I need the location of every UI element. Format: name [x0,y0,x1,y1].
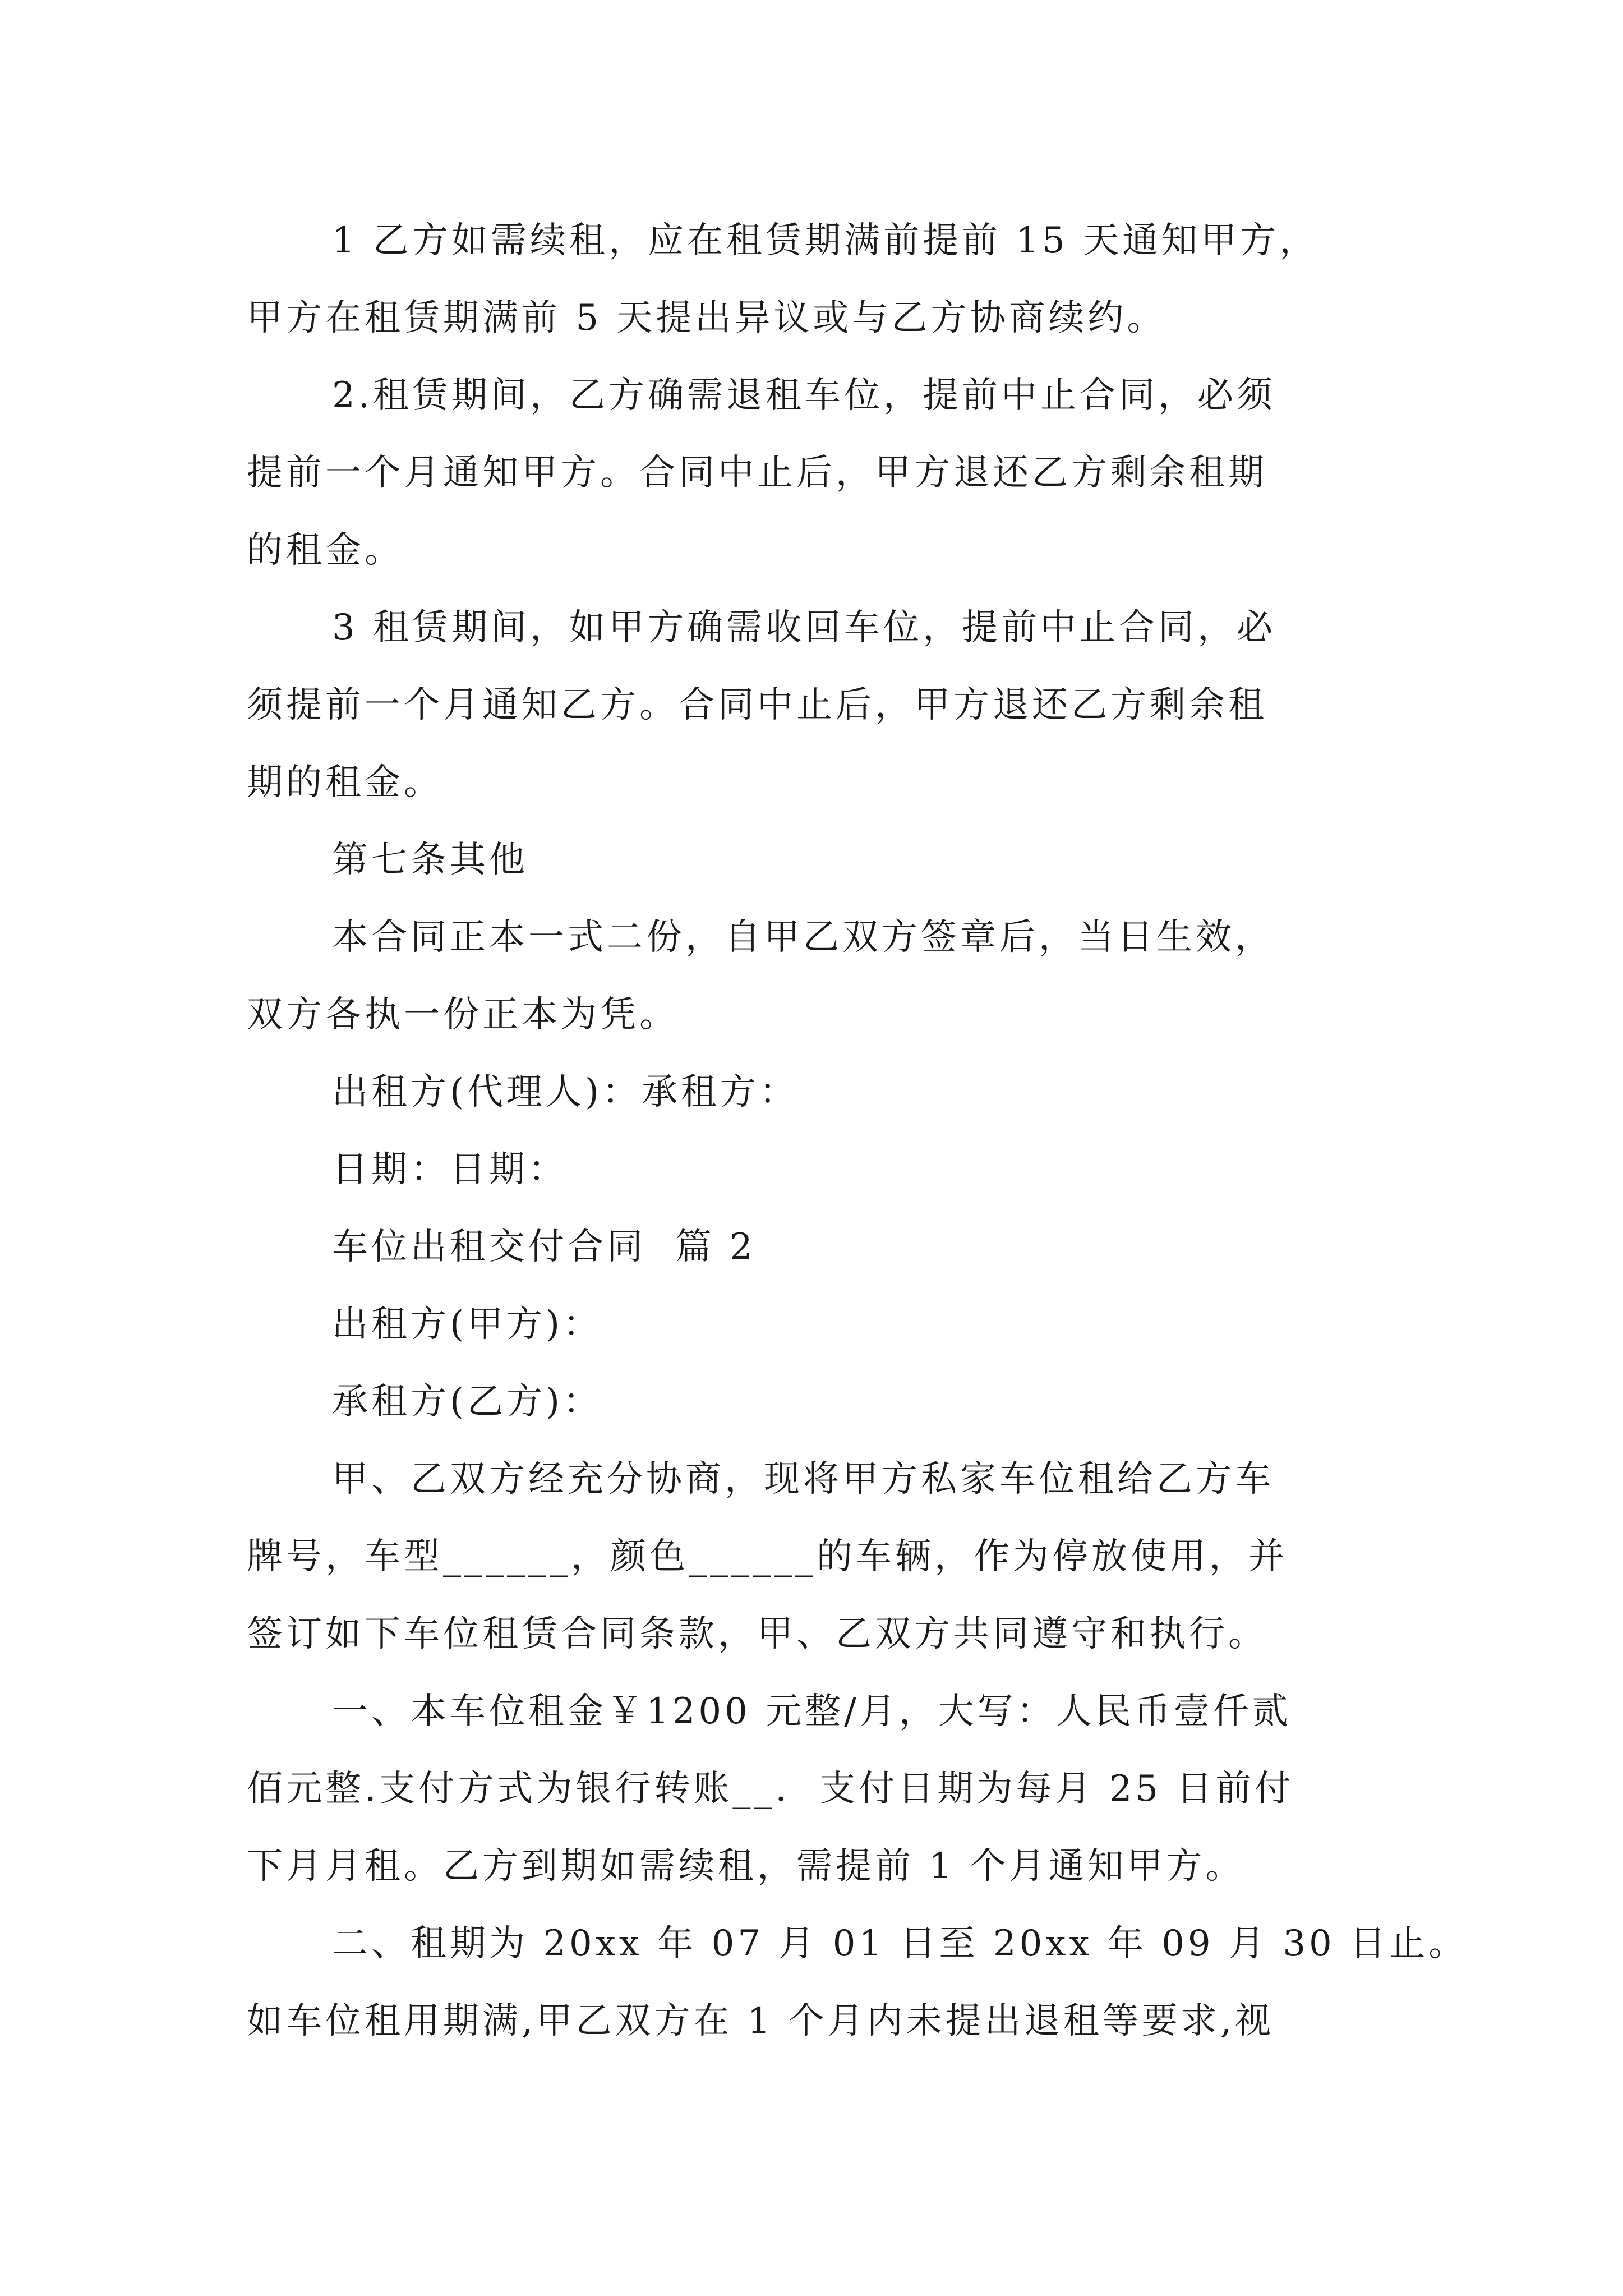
text-line: 3 租赁期间，如甲方确需收回车位，提前中止合同，必 [332,607,1276,648]
paragraph [247,821,1413,899]
paragraph [247,1053,1413,1131]
text-line: 第七条其他 [332,839,528,881]
text-line: 牌号，车型______，颜色______的车辆，作为停放使用，并 [247,1536,1288,1577]
text-line: 甲、乙双方经充分协商，现将甲方私家车位租给乙方车 [332,1458,1274,1500]
paragraph [247,1286,1413,1363]
paragraph [247,202,1413,357]
text-line: 须提前一个月通知乙方。合同中止后，甲方退还乙方剩余租 [247,684,1267,726]
text-line: 甲方在租赁期满前 5 天提出异议或与乙方协商续约。 [247,297,1166,339]
text-line: 出租方(甲方)： [332,1304,602,1345]
paragraph [247,357,1413,589]
text-line: 提前一个月通知甲方。合同中止后，甲方退还乙方剩余租期 [247,452,1267,494]
text-line: 双方各执一份正本为凭。 [247,994,679,1036]
paragraph [247,1905,1468,2060]
paragraph [247,1673,1413,1905]
document-body [247,202,1468,2060]
text-line: 的租金。 [247,530,404,571]
text-line: 1 乙方如需续租，应在租赁期满前提前 15 天通知甲方， [332,220,1319,261]
paragraph [247,899,1413,1053]
text-line: 二、租期为 20xx 年 07 月 01 日至 20xx 年 09 月 30 日止。 [332,1923,1468,1964]
text-line: 本合同正本一式二份，自甲乙双方签章后，当日生效， [332,917,1274,958]
text-line: 日期：日期： [332,1149,568,1190]
paragraph [247,1441,1413,1673]
text-line: 期的租金。 [247,762,443,803]
text-line: 下月月租。乙方到期如需续租，需提前 1 个月通知甲方。 [247,1846,1245,1887]
text-line: 签订如下车位租赁合同条款，甲、乙双方共同遵守和执行。 [247,1613,1267,1655]
text-line: 承租方(乙方)： [332,1381,602,1423]
paragraph [247,1131,1413,1208]
paragraph [247,1208,1413,1286]
text-line: 2.租赁期间，乙方确需退租车位，提前中止合同，必须 [332,375,1276,416]
text-line: 如车位租用期满,甲乙双方在 1 个月内未提出退租等要求,视 [247,2000,1275,2042]
paragraph [247,589,1413,821]
paragraph [247,1363,1413,1441]
text-line: 出租方(代理人)：承租方： [332,1071,799,1113]
text-line: 一、本车位租金￥1200 元整/月，大写：人民币壹仟贰 [332,1691,1292,1732]
text-line: 佰元整.支付方式为银行转账__. 支付日期为每月 25 日前付 [247,1768,1294,1810]
text-line: 车位出租交付合同 篇 2 [332,1226,756,1268]
